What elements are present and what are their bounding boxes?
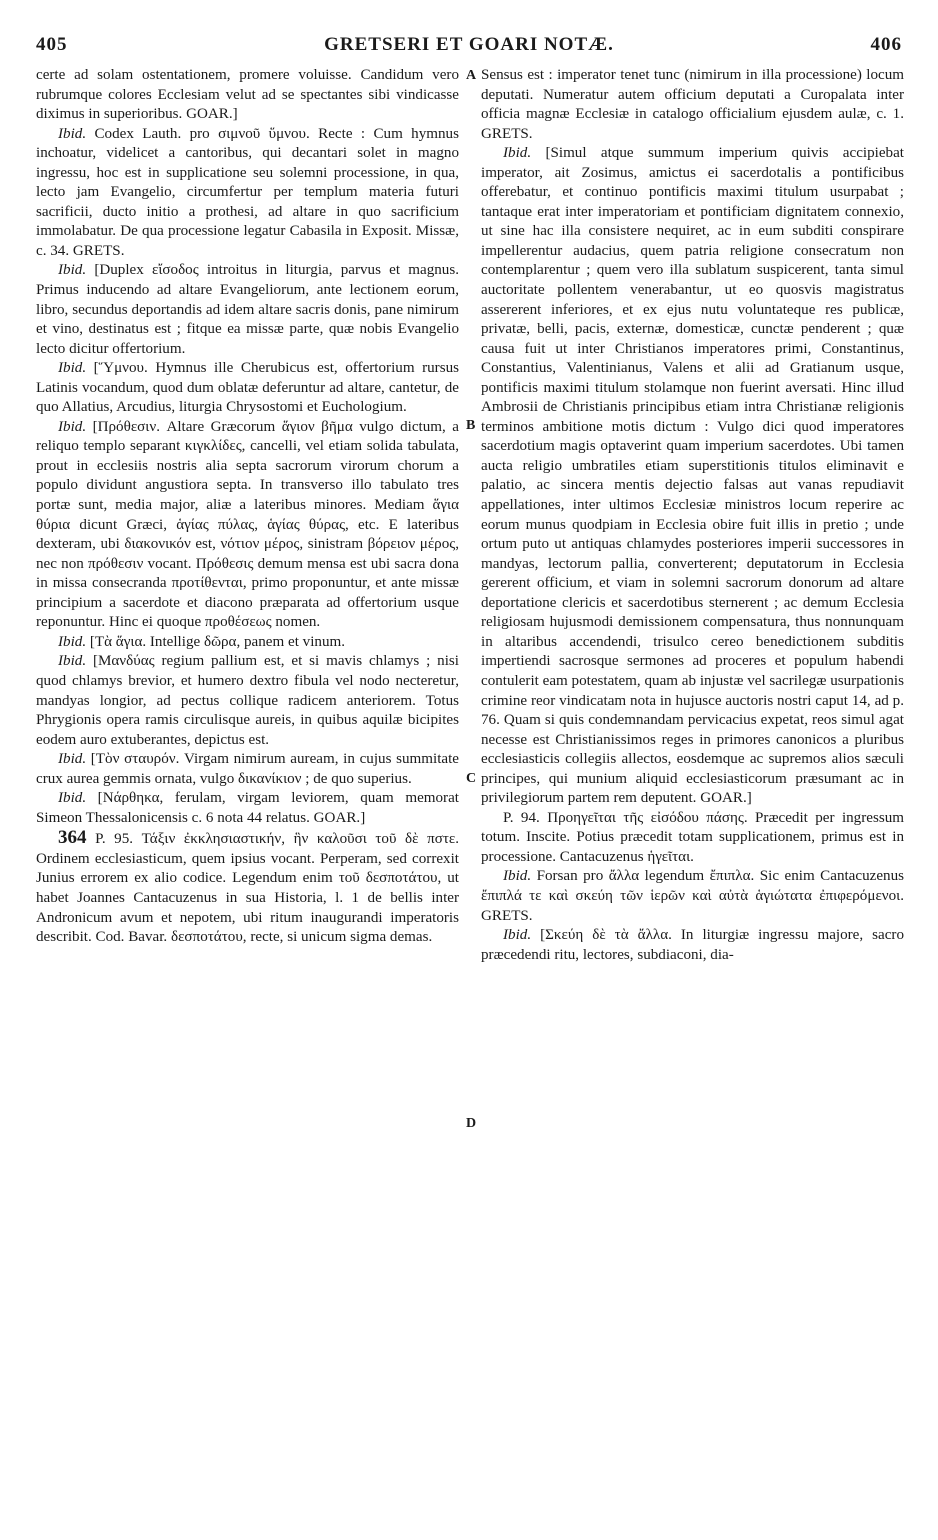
- note-paragraph: Ibid. [Simul atque summum imperium quivis accipiebat imperator, ait Zosimus, amictus ei sacerdotalis a pontificibus offerebatur, et continuo pontificis maximi titulum usurpabat ; tantaque erat inter imperatoriam et pontificiam dignitatem connexio, ut sine hac illa consistere nequiret, ac in eum subditi conspirare impellerentur audacius, quem patria religione consecratum non contemplarentur ; quem vero illa sublatum suspicerent, tanta simul auctoritate pollentem venerabantur, ut eo quosvis magistratus assererent inferiores, et ex ejus nutu voluntateque res publicæ, privatæ, belli, pacis, externæ, domesticæ, cunctæ penderent ; quæ causa fuit ut inter Christianos imperatores primi, Constantinus, Constantius, Valentinianus, Valens et alii ad Gratianum usque, pontificis maximi titulum stolamque non fuerint aversati. Hinc illud Ambrosii de Christianis principibus etiam intra Christianæ religionis terminos ambitione motis dictum : Vulgo dici quod imperatores sacerdotium magis optaverint quam imperium sacerdotes. Ubi tamen aucta religio umbratiles etiam superstitionis titulos eliminavit e palatio, ac sincera mentis dejectio falsas aut vanas repudiavit appellationes, inter ultimos Ecclesiæ ministros locum reperire ac eorum munus quodpiam in Ecclesia obire fuit illis in pretio ; unde ortum puto ut antiquas chlamydes posteriores imperii successores in mandyas, lectorum pallia, converterent; deputatorum in Ecclesia gererent officium, et viam in solemni sacrorum donorum ad altare deportatione clericis et sacerdotibus sternerent ; ac demum Ecclesia religiosam hujusmodi demissionem compensatura, thus nonnunquam in altaribus accendendi, trisulco cereo benedictionem subditis impertiendi sacrosque sermones ad proceres et populum habendi contulerit eam potestatem, quam ab injustæ vel sacrilegæ usurpationis crimine reor vindicatam nota in hujusce auctoris nostri caput 14, ad p. 76. Quam si quis condemnandam pervicacius expetat, reos simul agat necesse est Christianissimos reges in primores canonicos a pluribus ecclesiasticis collegiis allectos, eosdemque ac supremos alios sæculi principes, qui munium aliquid ecclesiasticorum præsumant ac in privilegiorum partem rem deputent. GOAR.]: [481, 145, 904, 807]
- note-paragraph: Ibid. [Τὰ ἅγια. Intellige δῶρα, panem et vinum.: [58, 633, 346, 650]
- running-title: GRETSERI ET GOARI NOTÆ.: [324, 34, 614, 55]
- note-paragraph: Ibid. [Μανδύας regium pallium est, et si mavis chlamys ; nisi quod chlamys brevior, et humero dextro fibula vel nodo necteretur, mandyas longior, ad pectus collique radicem anteriorem. Totus Phrygionis opera ramis circulisque aureis, in quibus aquilæ bicipites eodem auro extuberantes, depictus est.: [36, 653, 459, 748]
- page-header: [36, 34, 902, 64]
- note-paragraph: certe ad solam ostentationem, promere voluisse. Candidum vero rubrumque colores Ecclesiam velut ad se spectantes sibi vindicasse diximus in superioribus. GOAR.]: [36, 67, 459, 123]
- margin-letter-d: D: [466, 1116, 477, 1131]
- note-paragraph: Ibid. Codex Lauth. pro σιμνοῦ ὕμνου. Recte : Cum hymnus inchoatur, videlicet a cantoribus, qui decantari solet in magno ingressu, hoc est in supplicatione seu solemni processione, in qua, lecto jam Evangelio, circumfertur per templum materia futuri sacrificii, ducto initio a prothesi, ad altare in quo sacrificium immolabatur. De qua processione legatur Cabasila in Exposit. Missæ, c. 34. GRETS.: [36, 125, 459, 259]
- note-paragraph: Ibid. [Νάρθηκα, ferulam, virgam leviorem, quam memorat Simeon Thessalonicensis c. 6 nota 44 relatus. GOAR.]: [36, 790, 459, 826]
- margin-letter-b: B: [466, 418, 476, 433]
- note-paragraph: Ibid. [Σκεύη δὲ τὰ ἄλλα. In liturgiæ ingressu majore, sacro præcedendi ritu, lectores, subdiaconi, dia-: [481, 927, 904, 963]
- note-paragraph: Ibid. [Τὸν σταυρόν. Virgam nimirum auream, in cujus summitate crux aurea gemmis ornata, vulgo δικανίκιον ; de quo superius.: [36, 751, 459, 787]
- page-number-right: 406: [870, 34, 902, 55]
- margin-letter-c: C: [466, 771, 477, 786]
- note-paragraph: Ibid. Forsan pro ἄλλα legendum ἔπιπλα. Sic enim Cantacuzenus ἔπιπλά τε καὶ σκεύη τῶν ἱερῶν καὶ αὐτὰ ἁγιώτατα ἐπιφερόμενοι. GRETS.: [481, 868, 904, 924]
- note-paragraph: Sensus est : imperator tenet tunc (nimirum in illa processione) locum deputati. Numeratur autem officium deputati a Curopalata inter officia magnæ Ecclesiæ in catalogo officialium ejusdem aulæ, c. 1. GRETS.: [481, 67, 904, 142]
- right-column: [481, 66, 904, 965]
- page-number-left: 405: [36, 34, 68, 55]
- note-paragraph: 364 P. 95. Τάξιν ἐκκλησιαστικήν, ἣν καλοῦσι τοῦ δὲ πστε. Ordinem ecclesiasticum, quem ipsius vocant. Perperam, sed correxit Junius errorem ex alio codice. Legendum enim τοῦ δεσποτάτου, ut habet Joannes Cantacuzenus in sua Historia, l. 1 de bellis inter Andronicum avum et nepotem, ubi ritum inaugurandi imperatoris describit. Cod. Bavar. δεσποτάτου, recte, si unicum sigma demas.: [36, 827, 460, 946]
- note-paragraph: Ibid. [Duplex εἴσοδος introitus in liturgia, parvus et magnus. Primus inducendo ad altare Evangeliorum, ante lectionem eorum, libro, secundus deportandis ad idem altare sacris donis, pane nimirum et vino, destinatus est ; fitque ea missæ parte, quæ nobis Evangelio lecto dicitur offertorium.: [36, 262, 459, 357]
- note-paragraph: Ibid. [Πρόθεσιν. Altare Græcorum ἅγιον βῆμα vulgo dictum, a reliquo templo separant κιγκλίδες, cancelli, vel etiam solida tabulata, prout in ecclesiis nostris alia septa sacrorum virorum chorum a populo dividunt angustiora septa. In transverso illo tabulato tres portæ sunt, media major, aliæ a lateribus minores. Mediam ἅγια θύρια dicunt Græci, ἁγίας πύλας, ἁγίας θύρας, etc. E lateribus dexteram, ubi διακονικόν est, νότιον μέρος, sinistram βόρειον μέρος, nec non πρόθεσιν vocant. Πρόθεσις demum mensa est ubi sacra dona in missa consecranda προτίθενται, primo proponuntur, et ante missæ principium a sacerdote et diacono præparata ad offertorium usque reponuntur. Hinc ei quoque προθέσεως nomen.: [36, 418, 459, 631]
- note-paragraph: Ibid. [Ὕμνου. Hymnus ille Cherubicus est, offertorium rursus Latinis vocandum, quod dum oblatæ deferuntur ad altare, cantetur, de quo Allatius, Arcudius, liturgia Chrysostomi et Euchologium.: [36, 360, 460, 416]
- note-paragraph: P. 94. Προηγεῖται τῆς εἰσόδου πάσης. Præcedit per ingressum totum. Inscite. Potius præcedit totam supplicationem, primus est in processione. Cantacuzenus ἡγεῖται.: [481, 809, 904, 865]
- marginal-page-number: 364: [58, 827, 87, 849]
- margin-letter-a: A: [466, 68, 477, 83]
- left-column: [36, 66, 459, 948]
